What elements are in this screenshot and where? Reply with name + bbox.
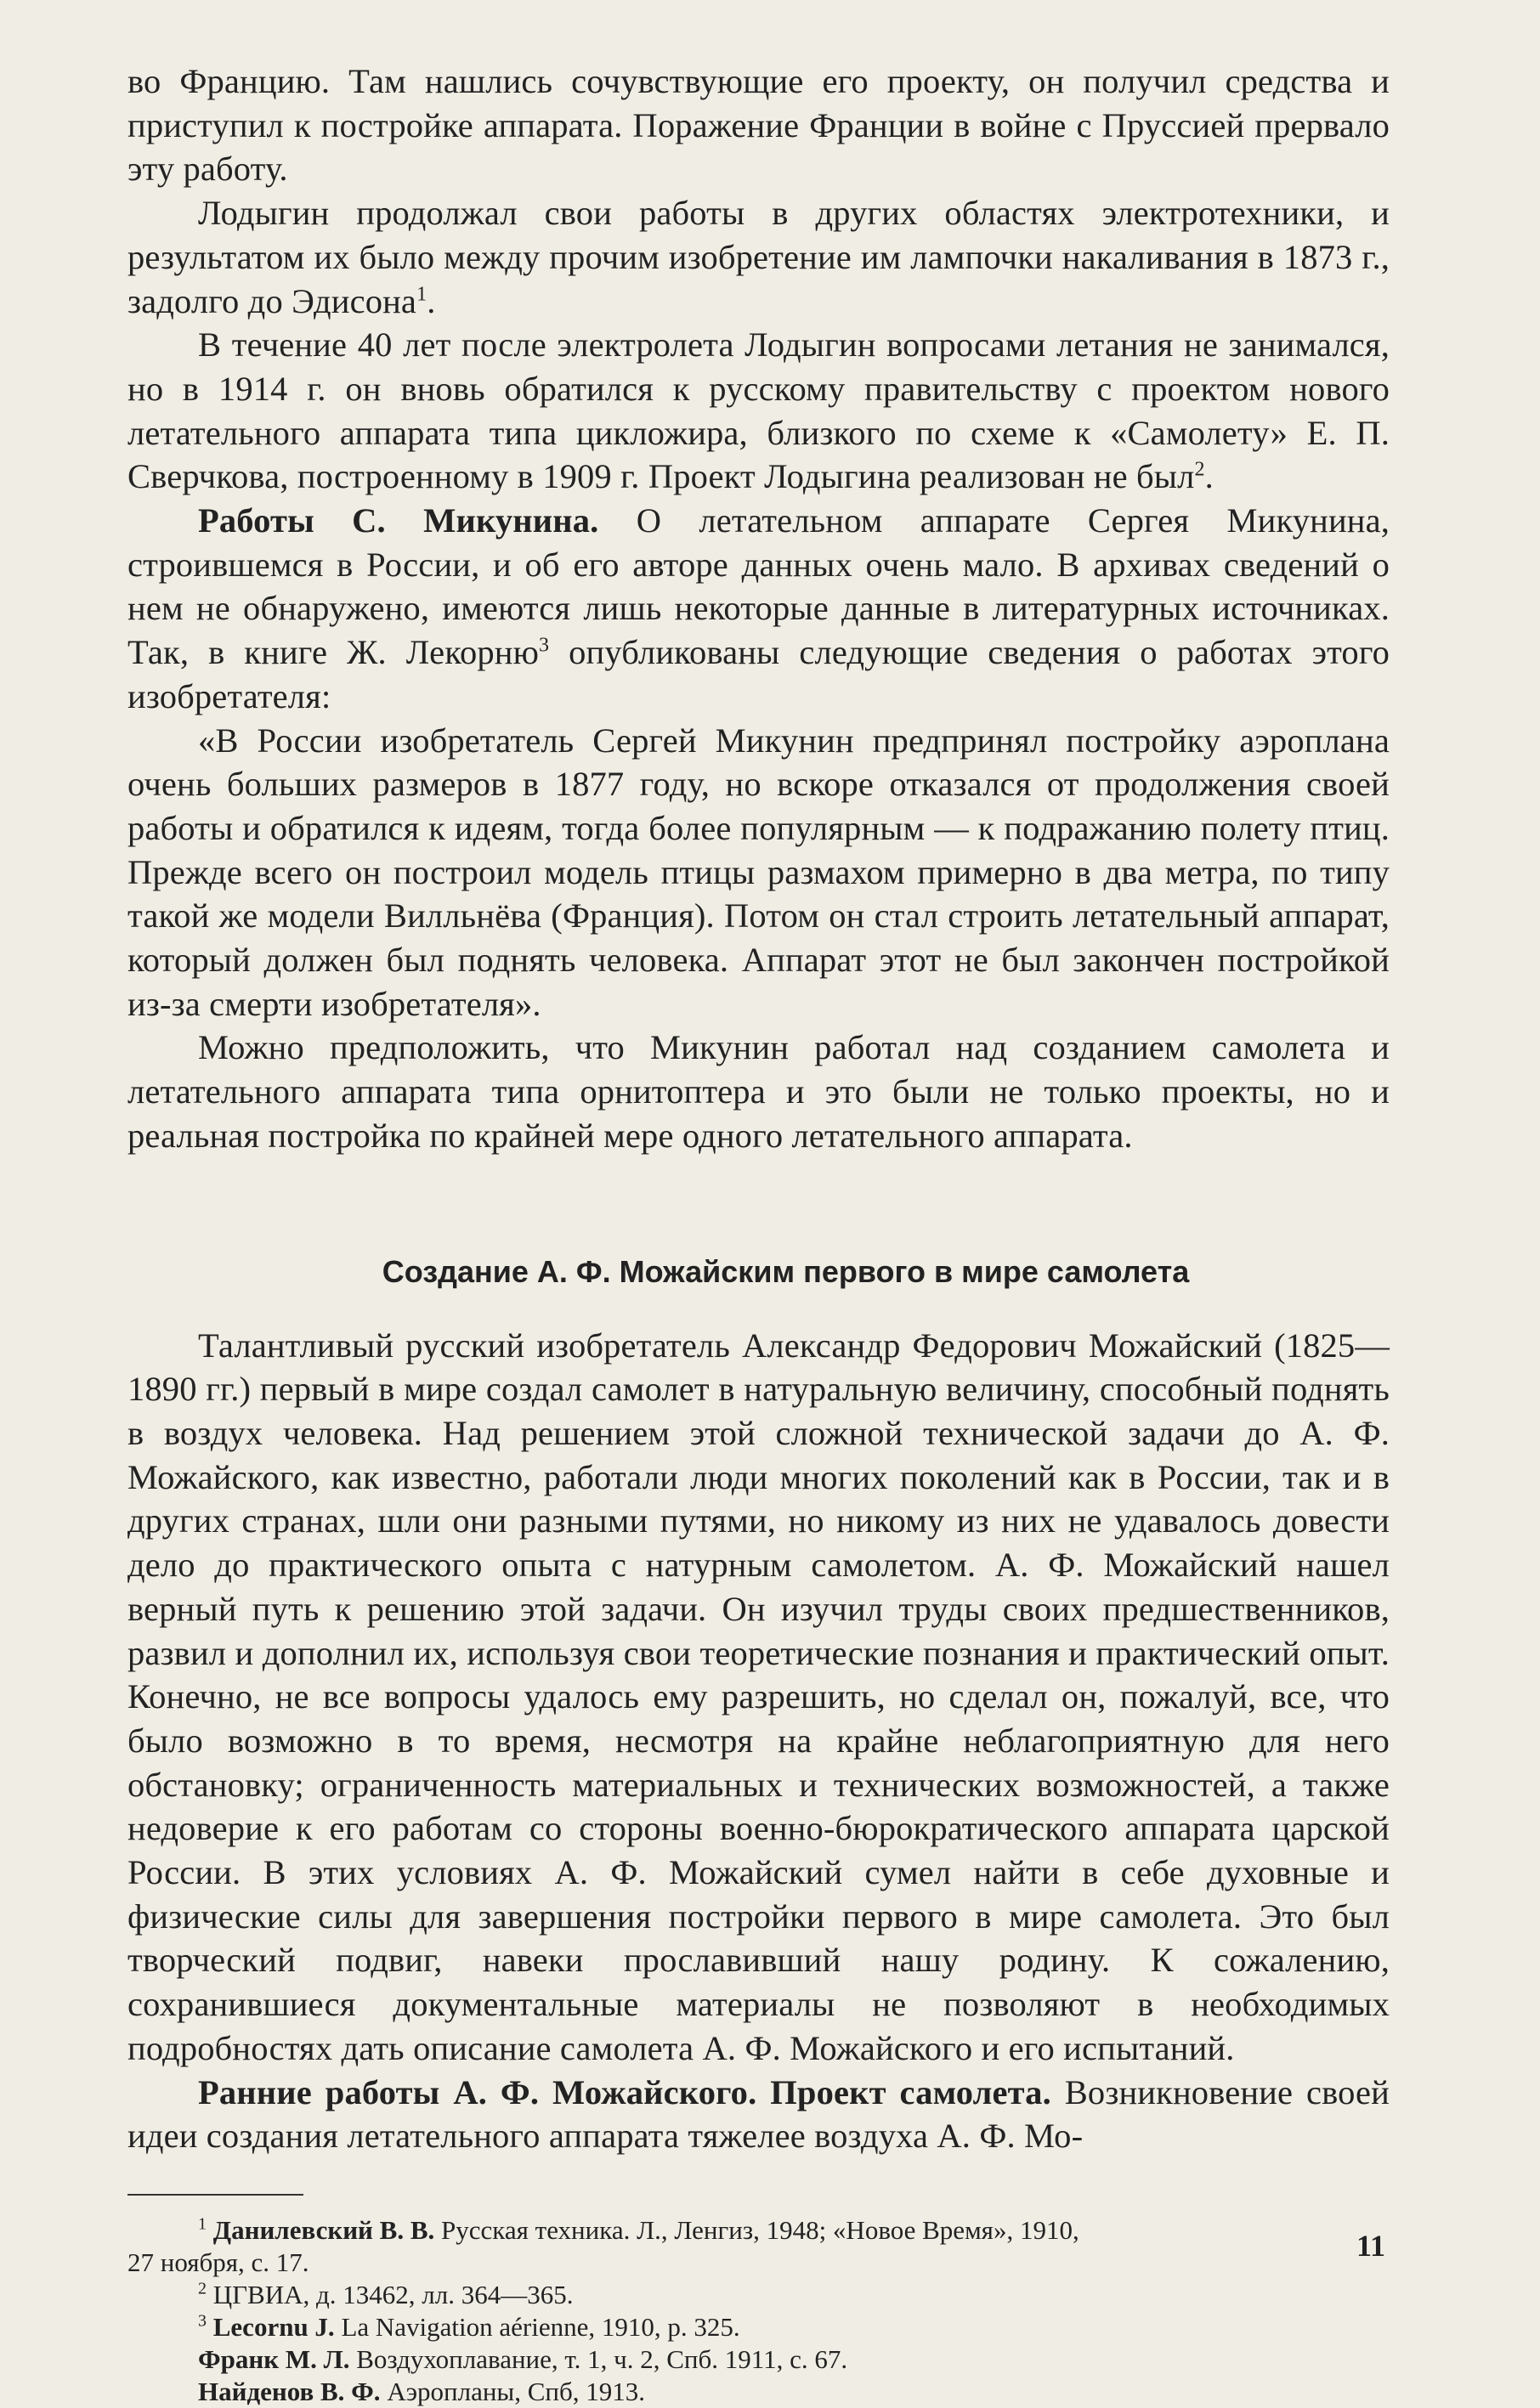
paragraph — [127, 323, 1390, 499]
footnote-continuation: 27 ноября, с. 17. — [127, 2247, 309, 2277]
paragraph — [127, 499, 1390, 719]
paragraph — [127, 191, 1390, 323]
paragraph-text-end: . — [427, 281, 436, 320]
footnote-author: Франк М. Л. — [198, 2343, 350, 2374]
footnote-text: Воздухоплавание, т. 1, ч. 2, Спб. 1911, с. 67. — [349, 2343, 848, 2374]
quote-paragraph: «В России изобретатель Сергей Микунин предпринял постройку аэроплана очень больших размеров в 1877 году, но вскоре отказался от продолжения своей работы и обратился к идеям, тогда более популярным — к подражанию полету птиц. Прежде всего он построил модель птицы размахом примерно в два метра, по типу такой же модели Вилльнёва (Франция). Потом он стал строить летательный аппарат, который должен был поднять человека. Аппарат этот не был закончен постройкой из-за смерти изобретателя». — [127, 721, 1390, 1023]
footnote-author: Найденов В. Ф. — [198, 2376, 381, 2406]
footnote-text: Аэропланы, Спб, 1913. — [380, 2376, 646, 2406]
paragraph-text-end: опубликованы следующие сведения о работах этого изобретателя: — [127, 633, 1390, 715]
footnote-author: Данилевский В. В. — [212, 2214, 435, 2245]
paragraph-text: В течение 40 лет после электролета Лодыгин вопросами летания не занимался, но в 1914 г. он вновь обратился к русскому правительству с проектом нового летательного аппарата типа цикложира, близкого по схеме к «Самолету» Е. П. Сверчкова, построенному в 1909 г. Проект Лодыгина реализован не был — [127, 325, 1390, 496]
paragraph — [127, 2071, 1390, 2158]
page-text — [127, 59, 1390, 2408]
footnote-number: 3 — [198, 2311, 207, 2331]
footnote-text: ЦГВИА, д. 13462, лл. 364—365. — [212, 2279, 574, 2309]
run-in-heading: Ранние работы А. Ф. Можайского. Проект самолета. — [198, 2072, 1051, 2111]
footnote — [127, 2214, 1390, 2247]
footnote — [127, 2279, 1390, 2311]
footnote — [127, 2343, 1390, 2376]
paragraph: Талантливый русский изобретатель Александр Федорович Можайский (1825—1890 гг.) первый в мире создал самолет в натуральную величину, способный поднять в воздух человека. Над решением этой сложной технической задачи до А. Ф. Можайского, как известно, работали люди многих поколений как в России, так и в других странах, шли они разными путями, но никому из них не удавалось довести дело до практического опыта с натурным самолетом. А. Ф. Можайский нашел верный путь к решению этой задачи. Он изучил труды своих предшественников, развил и дополнил их, используя свои теоретические познания и практический опыт. Конечно, не все вопросы удалось ему разрешить, но сделал он, пожалуй, все, что было возможно в то время, несмотря на крайне неблагоприятную для него обстановку; ограниченность материальных и технических возможностей, а также недоверие к его работам со стороны военно-бюрократического аппарата царской России. В этих условиях А. Ф. Можайский сумел найти в себе духовные и физические силы для завершения постройки первого в мире самолета. Это был творческий подвиг, навеки прославивший нашу родину. К сожалению, сохранившиеся документальные материалы не позволяют в необходимых подробностях дать описание самолета А. Ф. Можайского и его испытаний. — [127, 1326, 1390, 2067]
footnote-number: 1 — [198, 2214, 207, 2234]
footnote-number: 2 — [198, 2279, 207, 2298]
paragraph: Можно предположить, что Микунин работал над созданием самолета и летательного аппарата типа орнитоптера и это были не только проекты, но и реальная постройка по крайней мере одного летательного аппарата. — [127, 1028, 1390, 1155]
footnote-ref: 3 — [539, 634, 550, 657]
paragraph-text: Возникновение своей идеи создания летательного аппарата тяжелее воздуха А. Ф. Мо- — [127, 2072, 1390, 2156]
footnote-text: La Navigation aérienne, 1910, p. 325. — [334, 2311, 740, 2342]
footnotes — [127, 2214, 1390, 2408]
footnote — [127, 2311, 1390, 2343]
run-in-heading: Работы С. Микунина. — [198, 501, 599, 540]
footnote-divider — [127, 2194, 303, 2196]
footnote-ref: 1 — [416, 283, 427, 306]
footnote-text: Русская техника. Л., Ленгиз, 1948; «Новое Время», 1910, — [434, 2214, 1079, 2245]
paragraph-text: Лодыгин продолжал свои работы в других областях электротехники, и результатом их было между прочим изобретение им лампочки накаливания в 1873 г., задолго до Эдисона — [127, 194, 1390, 320]
section-heading: Создание А. Ф. Можайским первого в мире самолета — [382, 1253, 1190, 1289]
footnote — [127, 2376, 1390, 2408]
page-number: 11 — [1356, 2229, 1385, 2263]
paragraph-text-end: . — [1204, 457, 1214, 496]
footnote-author: Lecornu J. — [212, 2311, 335, 2342]
footnote-ref: 2 — [1194, 458, 1205, 481]
paragraph: во Францию. Там нашлись сочувствующие его проекту, он получил средства и приступил к постройке аппарата. Поражение Франции в войне с Пруссией прервало эту работу. — [127, 62, 1390, 189]
paragraph-text: О летательном аппарате Сергея Микунина, строившемся в России, и об его авторе данных очень мало. В архивах сведений о нем не обнаружено, имеются лишь некоторые данные в литературных источниках. Так, в книге Ж. Лекорню — [127, 501, 1390, 672]
